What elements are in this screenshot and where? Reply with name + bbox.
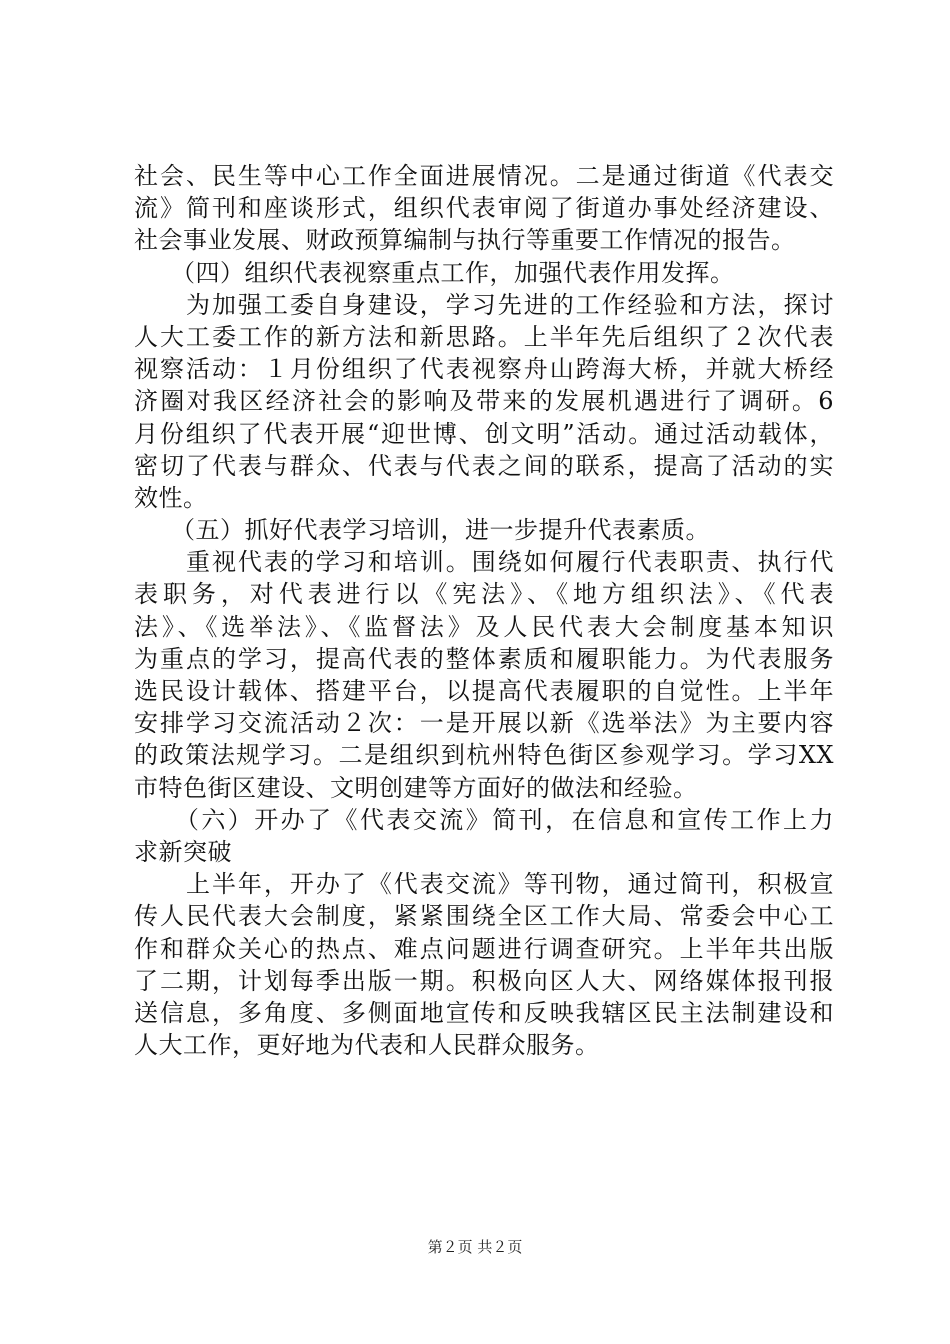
page-footer: 第２页 共２页	[427, 1238, 523, 1256]
text-line: 为重点的学习，提高代表的整体素质和履职能力。为代表服务	[134, 644, 834, 673]
text-line: （六）开办了《代表交流》简刊，在信息和宣传工作上力	[134, 805, 834, 834]
text-line: 社会事业发展、财政预算编制与执行等重要工作情况的报告。	[134, 226, 796, 255]
text-line: 月份组织了代表开展“迎世博、创文明”活动。通过活动载体，	[134, 419, 834, 448]
text-line: 作和群众关心的热点、难点问题进行调查研究。上半年共出版	[134, 934, 834, 963]
text-line: 求新突破	[134, 837, 232, 866]
text-line: （四）组织代表视察重点工作，加强代表作用发挥。	[134, 258, 735, 287]
text-line: 社会、民生等中心工作全面进展情况。二是通过街道《代表交	[134, 162, 834, 190]
text-line: 的政策法规学习。二是组织到杭州特色街区参观学习。学习XX	[134, 741, 834, 770]
text-line: 法》、《选举法》、《监督法》及人民代表大会制度基本知识	[134, 612, 834, 641]
text-line: 上半年，开办了《代表交流》等刊物，通过简刊，积极宣	[134, 870, 834, 899]
text-line: 济圈对我区经济社会的影响及带来的发展机遇进行了调研。6	[134, 387, 834, 416]
text-line: 传人民代表大会制度，紧紧围绕全区工作大局、常委会中心工	[134, 902, 834, 931]
text-line: 选民设计载体、搭建平台，以提高代表履职的自觉性。上半年	[134, 677, 834, 705]
text-line: （五）抓好代表学习培训，进一步提升代表素质。	[134, 516, 710, 545]
text-line: 人大工委工作的新方法和新思路。上半年先后组织了２次代表	[134, 322, 834, 351]
text-line: 市特色街区建设、文明创建等方面好的做法和经验。	[134, 773, 698, 802]
text-line: 表职务，对代表进行以《宪法》、《地方组织法》、《代表	[134, 580, 834, 609]
text-line: 为加强工委自身建设，学习先进的工作经验和方法，探讨	[134, 290, 834, 319]
text-line: 了二期，计划每季出版一期。积极向区人大、网络媒体报刊报	[134, 966, 834, 995]
text-line: 重视代表的学习和培训。围绕如何履行代表职责、执行代	[134, 548, 834, 577]
text-line: 流》简刊和座谈形式，组织代表审阅了街道办事处经济建设、	[134, 194, 834, 223]
text-line: 视察活动：１月份组织了代表视察舟山跨海大桥，并就大桥经	[134, 355, 834, 384]
text-line: 密切了代表与群众、代表与代表之间的联系，提高了活动的实	[134, 451, 834, 480]
document-body	[134, 160, 834, 1061]
text-line: 安排学习交流活动２次：一是开展以新《选举法》为主要内容	[134, 709, 834, 738]
text-line: 送信息，多角度、多侧面地宣传和反映我辖区民主法制建设和	[134, 998, 834, 1027]
text-line: 人大工作，更好地为代表和人民群众服务。	[134, 1031, 600, 1060]
text-line: 效性。	[134, 483, 208, 512]
